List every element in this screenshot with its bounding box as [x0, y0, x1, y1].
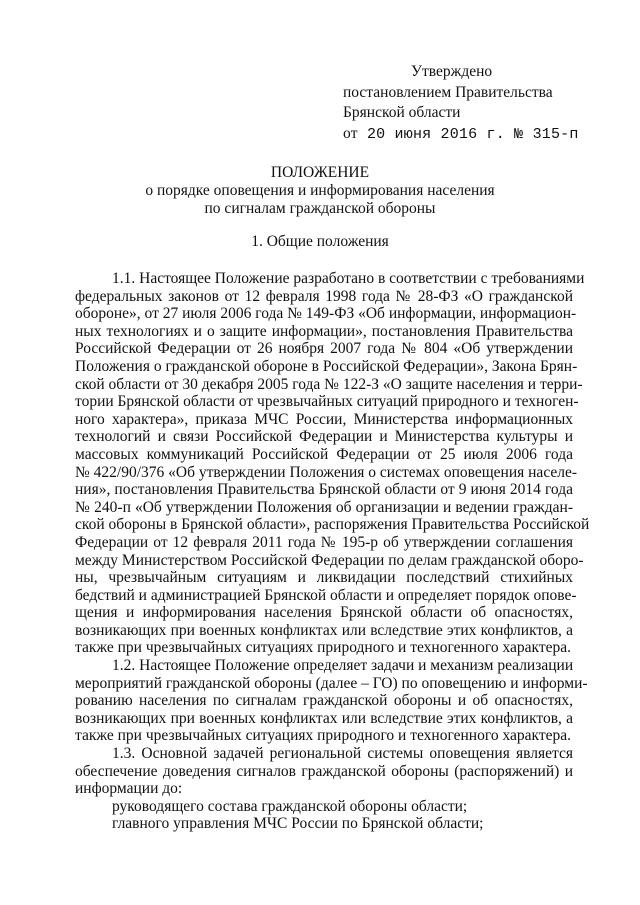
paragraph-line: тории Брянской области от чрезвычайных ситуаций природного и техноген- — [75, 393, 579, 411]
document-body — [75, 270, 590, 833]
list-item: руководящего состава гражданской обороны области; — [112, 797, 468, 815]
approval-line: постановлением Правительства — [343, 83, 553, 101]
paragraph-line: обороне», от 27 июля 2006 года № 149-ФЗ «Об информации, информацион- — [75, 305, 577, 323]
section-heading: 1. Общие положения — [251, 233, 389, 250]
paragraph-line: 1.1. Настоящее Положение разработано в соответствии с требованиями — [112, 270, 585, 287]
paragraph-line: 1.3. Основной задачей региональной системы оповещения является — [112, 745, 573, 763]
paragraph-line: бедствий и администрацией Брянской области и определяет порядок опове- — [75, 586, 577, 604]
paragraph-line: Российской Федерации от 26 ноября 2007 года № 804 «Об утверждении — [75, 340, 573, 358]
paragraph-line: массовых коммуникаций Российской Федерации от 25 июля 2006 года — [75, 445, 573, 463]
paragraph-1-2 — [75, 657, 588, 745]
approval-date-text: 20 июня 2016 г. № 315-п — [366, 125, 579, 143]
paragraph-line: технологий и связи Российской Федерации и Министерства культуры и — [75, 428, 573, 446]
document-title — [0, 164, 640, 218]
paragraph-line: между Министерством Российской Федерации по делам гражданской оборо- — [75, 551, 584, 569]
title-subtitle-line: по сигналам гражданской обороны — [204, 200, 436, 217]
paragraph-1-1 — [75, 270, 590, 657]
paragraph-line: щения и информирования населения Брянской области об опасностях, — [75, 604, 573, 622]
paragraph-line: мероприятий гражданской обороны (далее – ГО) по оповещению и информи- — [75, 674, 588, 692]
approval-date — [343, 124, 579, 146]
approval-line: Брянской области — [343, 104, 461, 121]
approval-date-prefix: от — [343, 124, 358, 142]
approval-stamp — [343, 62, 579, 145]
paragraph-line: ской области от 30 декабря 2005 года № 122-З «О защите населения и терри- — [75, 375, 583, 393]
paragraph-1-3 — [75, 745, 573, 798]
paragraph-line: информации до: — [75, 780, 183, 798]
paragraph-line: федеральных законов от 12 февраля 1998 года № 28-ФЗ «О гражданской — [75, 287, 573, 305]
paragraph-line: Положения о гражданской обороне в Российской Федерации», Закона Брян- — [75, 357, 578, 375]
paragraph-line: ской обороны в Брянской области», распоряжения Правительства Российской — [75, 516, 590, 534]
paragraph-line: возникающих при военных конфликтах или вследствие этих конфликтов, а — [75, 709, 573, 727]
paragraph-line: № 240-п «Об утверждении Положения об организации и ведении граждан- — [75, 498, 573, 516]
paragraph-line: Федерации от 12 февраля 2011 года № 195-р об утверждении соглашения — [75, 533, 573, 551]
paragraph-line: ния», постановления Правительства Брянской области от 9 июня 2014 года — [75, 481, 573, 499]
paragraph-line: ны, чрезвычайным ситуациям и ликвидации последствий стихийных — [75, 569, 573, 587]
paragraph-line: рованию населения по сигналам гражданской обороны и об опасностях, — [75, 692, 573, 710]
paragraph-line: ного характера», приказа МЧС России, Министерства информационных — [75, 410, 573, 428]
paragraph-line: обеспечение доведения сигналов гражданской обороны (распоряжений) и — [75, 762, 573, 780]
paragraph-line: 1.2. Настоящее Положение определяет задачи и механизм реализации — [112, 657, 574, 675]
paragraph-line: ных технологиях и о защите информации», постановления Правительства — [75, 322, 573, 340]
paragraph-line: возникающих при военных конфликтах или вследствие этих конфликтов, а — [75, 621, 573, 639]
paragraph-line: также при чрезвычайных ситуациях природного и техногенного характера. — [75, 639, 571, 657]
list-item: главного управления МЧС России по Брянской области; — [112, 815, 484, 833]
title-heading: ПОЛОЖЕНИЕ — [270, 164, 370, 181]
title-subtitle-line: о порядке оповещения и информирования населения — [145, 182, 495, 199]
approval-line: Утверждено — [411, 63, 493, 80]
paragraph-line: № 422/90/376 «Об утверждении Положения о системах оповещения населе- — [75, 463, 578, 481]
paragraph-line: также при чрезвычайных ситуациях природного и техногенного характера. — [75, 727, 571, 745]
